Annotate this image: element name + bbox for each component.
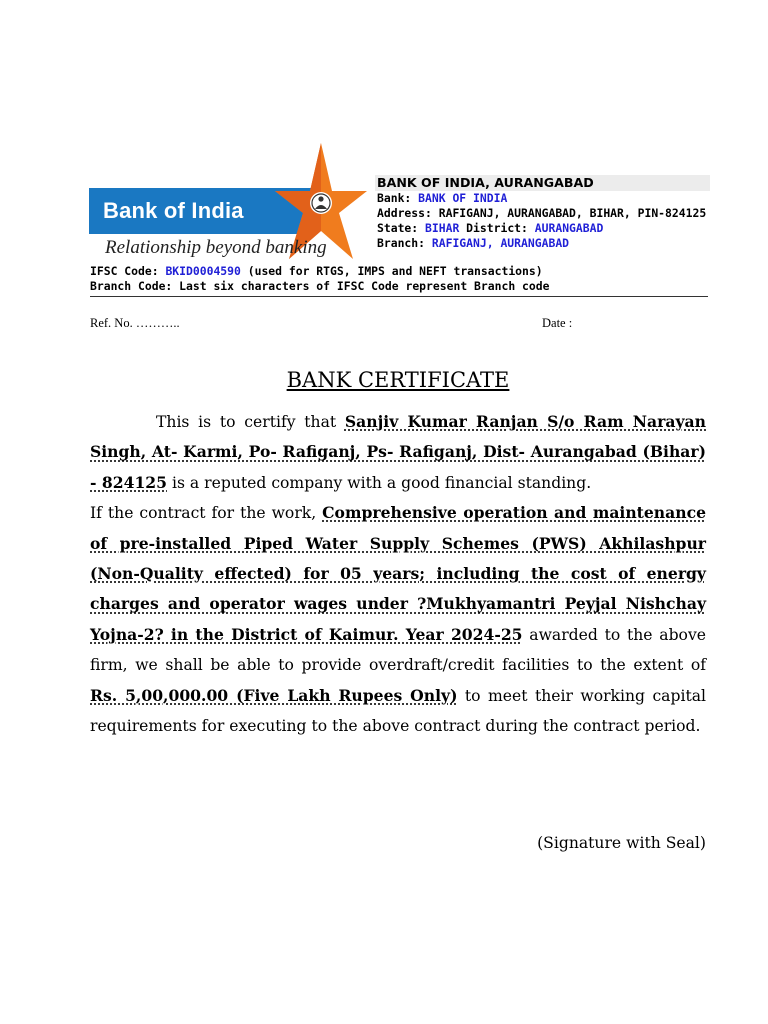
bank-logo xyxy=(89,141,369,263)
applicant-name: Sanjiv Kumar Ranjan S/o Ram Narayan Singh, At- Karmi, Po- Rafiganj, Ps- Rafiganj, Dist- Aurangabad (Bihar) - 824125 xyxy=(90,412,706,492)
p2-outro: to meet their working capital requirements for executing to the above contract during the contract period. xyxy=(90,686,706,736)
p1-intro: This is to certify that xyxy=(156,413,345,431)
address-label: Address: xyxy=(377,206,432,220)
p1-outro: is a reputed company with a good financial standing. xyxy=(167,473,592,492)
paragraph-contract xyxy=(90,498,706,741)
ifsc-note: (used for RTGS, IMPS and NEFT transactions) xyxy=(247,264,543,278)
state-district-line xyxy=(375,221,710,236)
branch-title: BANK OF INDIA, AURANGABAD xyxy=(375,175,710,191)
contract-work: Comprehensive operation and maintenance of pre-installed Piped Water Supply Schemes (PWS) Akhilashpur (Non-Quality effected) for 05 years; including the cost of energy charges and operator wages under ?Mukhyamantri Peyjal Nishchay Yojna-2? in the District of Kaimur. Year 2024-25 xyxy=(90,503,706,644)
branch-code-line: Branch Code: Last six characters of IFSC Code represent Branch code xyxy=(90,279,550,293)
p2-mid: awarded to the above firm, we shall be able to provide overdraft/credit facilities to the extent of xyxy=(90,625,706,675)
p2-intro: If the contract for the work, xyxy=(90,504,323,523)
credit-amount: Rs. 5,00,000.00 (Five Lakh Rupees Only) xyxy=(90,685,458,705)
ifsc-code: BKID0004590 xyxy=(165,264,241,278)
branch-value: RAFIGANJ, AURANGABAD xyxy=(431,236,570,250)
logo-tagline: Relationship beyond banking xyxy=(105,237,327,258)
branch-label: Branch: xyxy=(377,236,426,250)
ifsc-label: IFSC Code: xyxy=(90,264,159,278)
ifsc-block xyxy=(90,264,549,294)
signature-label: (Signature with Seal) xyxy=(537,834,706,852)
state-label: State: xyxy=(377,221,419,235)
paragraph-certify xyxy=(90,407,706,498)
bank-label: Bank: xyxy=(377,191,412,205)
header-divider xyxy=(90,296,708,297)
certificate-title: BANK CERTIFICATE xyxy=(286,368,510,392)
state-value: BIHAR xyxy=(425,221,460,235)
bank-line xyxy=(375,191,710,206)
address-value: RAFIGANJ, AURANGABAD, BIHAR, PIN-824125 xyxy=(438,206,707,220)
district-value: AURANGABAD xyxy=(534,221,604,235)
ifsc-line xyxy=(90,264,549,279)
bank-value: BANK OF INDIA xyxy=(418,191,508,205)
certificate-body xyxy=(90,407,706,741)
branch-line xyxy=(375,236,710,251)
branch-header xyxy=(375,175,710,251)
logo-name: Bank of India xyxy=(103,198,244,223)
date-label: Date : xyxy=(542,316,573,330)
address-line xyxy=(375,206,710,221)
ref-number: Ref. No. ……….. xyxy=(90,316,180,330)
district-label: District: xyxy=(466,221,528,235)
